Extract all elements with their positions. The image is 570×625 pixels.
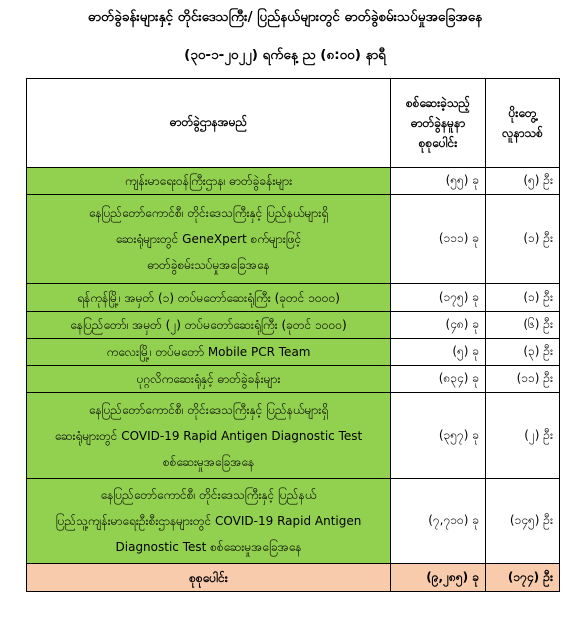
table-total-row <box>27 564 560 592</box>
new-positive-cell: (၁၄၅) ဦး <box>486 479 560 564</box>
lab-name-line: ပုဂ္ဂလိကဆေးရုံနှင့် ဓာတ်ခွဲခန်းများ <box>136 372 281 386</box>
lab-name-cell <box>27 366 391 393</box>
lab-name-line: ကလေးမြို့၊ တပ်မတော် Mobile PCR Team <box>106 345 311 359</box>
lab-name-cell <box>27 284 391 312</box>
table-row <box>27 393 560 479</box>
title-line-1: ဓာတ်ခွဲခန်းများနှင့် တိုင်းဒေသကြီး/ ပြည်နယ်များတွင် ဓာတ်ခွဲစမ်းသပ်မှုအခြေအနေ <box>87 9 483 25</box>
new-positive-cell: (၁၁) ဦး <box>486 366 560 393</box>
table-header-row <box>27 79 560 168</box>
lab-testing-table <box>26 78 560 592</box>
lab-name-cell <box>27 339 391 366</box>
lab-name-line: နေပြည်တော်၊ အမှတ် (၂) တပ်မတော်ဆေးရုံကြီး (ခုတင် ၁၀၀၀) <box>70 318 347 332</box>
lab-name-cell <box>27 195 391 284</box>
header-samples-tested-line: စစ်ဆေးခဲ့သည့် <box>405 96 471 110</box>
table-row <box>27 366 560 393</box>
table-row <box>27 284 560 312</box>
lab-name-line: နေပြည်တော်ကောင်စီ၊ တိုင်းဒေသကြီးနှင့် ပြည်နယ် <box>100 488 317 502</box>
lab-name-cell <box>27 312 391 339</box>
lab-name-line: နေပြည်တော်ကောင်စီ၊ တိုင်းဒေသကြီးနှင့် ပြည်နယ်များရှိ <box>88 206 329 220</box>
header-new-positive-line: ပိုးတွေ့ <box>508 106 537 120</box>
new-positive-cell: (၁) ဦး <box>486 284 560 312</box>
lab-name-cell <box>27 168 391 195</box>
total-samples-tested-cell: (၉,၂၈၅) ခု <box>391 564 486 592</box>
samples-tested-cell: (၃၅၇) ခု <box>391 393 486 479</box>
new-positive-cell: (၅) ဦး <box>486 168 560 195</box>
lab-name-line: စစ်ဆေးမှုအခြေအနေ <box>162 454 255 469</box>
table-row <box>27 339 560 366</box>
new-positive-cell: (၆) ဦး <box>486 312 560 339</box>
samples-tested-cell: (၄၈) ခု <box>391 312 486 339</box>
samples-tested-cell: (၈၃၄) ခု <box>391 366 486 393</box>
lab-name-cell <box>27 393 391 479</box>
table-row <box>27 312 560 339</box>
samples-tested-cell: (၅) ခု <box>391 339 486 366</box>
header-new-positive <box>486 79 560 168</box>
header-samples-tested-line: ဓာတ်ခွဲနမူနာ <box>410 116 466 130</box>
lab-name-line: ရန်ကုန်မြို့၊ အမှတ် (၁) တပ်မတော်ဆေးရုံကြီး (ခုတင် ၁၀၀၀) <box>77 290 340 305</box>
title-line-2: (၃၀-၁-၂၀၂၂) ရက်နေ့ ည (၈:၀၀) နာရီ <box>184 47 386 63</box>
new-positive-cell: (၂) ဦး <box>486 393 560 479</box>
new-positive-cell: (၁) ဦး <box>486 195 560 284</box>
lab-name-line: Diagnostic Test စစ်ဆေးမှုအခြေအနေ <box>115 540 302 554</box>
lab-name-line: ပြည်သူ့ကျန်းမာရေးဦးစီးဌာနများတွင် COVID-19 Rapid Antigen <box>55 514 362 528</box>
header-samples-tested-line: စုစုပေါင်း <box>418 136 458 150</box>
table-row <box>27 195 560 284</box>
total-label-cell: စုစုပေါင်း <box>27 564 391 592</box>
lab-name-line: ဓာတ်ခွဲစမ်းသပ်မှုအခြေအနေ <box>147 258 270 272</box>
lab-name-line: ဆေးရုံများတွင် COVID-19 Rapid Antigen Diagnostic Test <box>54 428 363 443</box>
header-lab-name: ဓာတ်ခွဲဌာနအမည် <box>27 79 391 168</box>
table-row <box>27 168 560 195</box>
samples-tested-cell: (၁၁၁) ခု <box>391 195 486 284</box>
total-new-positive-cell: (၁၇၄) ဦး <box>486 564 560 592</box>
new-positive-cell: (၃) ဦး <box>486 339 560 366</box>
lab-name-cell <box>27 479 391 564</box>
lab-name-line: နေပြည်တော်ကောင်စီ၊ တိုင်းဒေသကြီးနှင့် ပြည်နယ်များရှိ <box>88 402 329 417</box>
lab-name-line: ဆေးရုံများတွင် GeneXpert စက်များဖြင့် <box>115 232 302 246</box>
samples-tested-cell: (၁၇၅) ခု <box>391 284 486 312</box>
lab-name-line: ကျန်းမာရေးဝန်ကြီးဌာန၊ ဓာတ်ခွဲခန်းများ <box>124 174 293 188</box>
header-new-positive-line: လူနာသစ် <box>502 126 543 140</box>
samples-tested-cell: (၅၅) ခု <box>391 168 486 195</box>
table-row <box>27 479 560 564</box>
header-samples-tested <box>391 79 486 168</box>
samples-tested-cell: (၇,၇၁၀) ခု <box>391 479 486 564</box>
